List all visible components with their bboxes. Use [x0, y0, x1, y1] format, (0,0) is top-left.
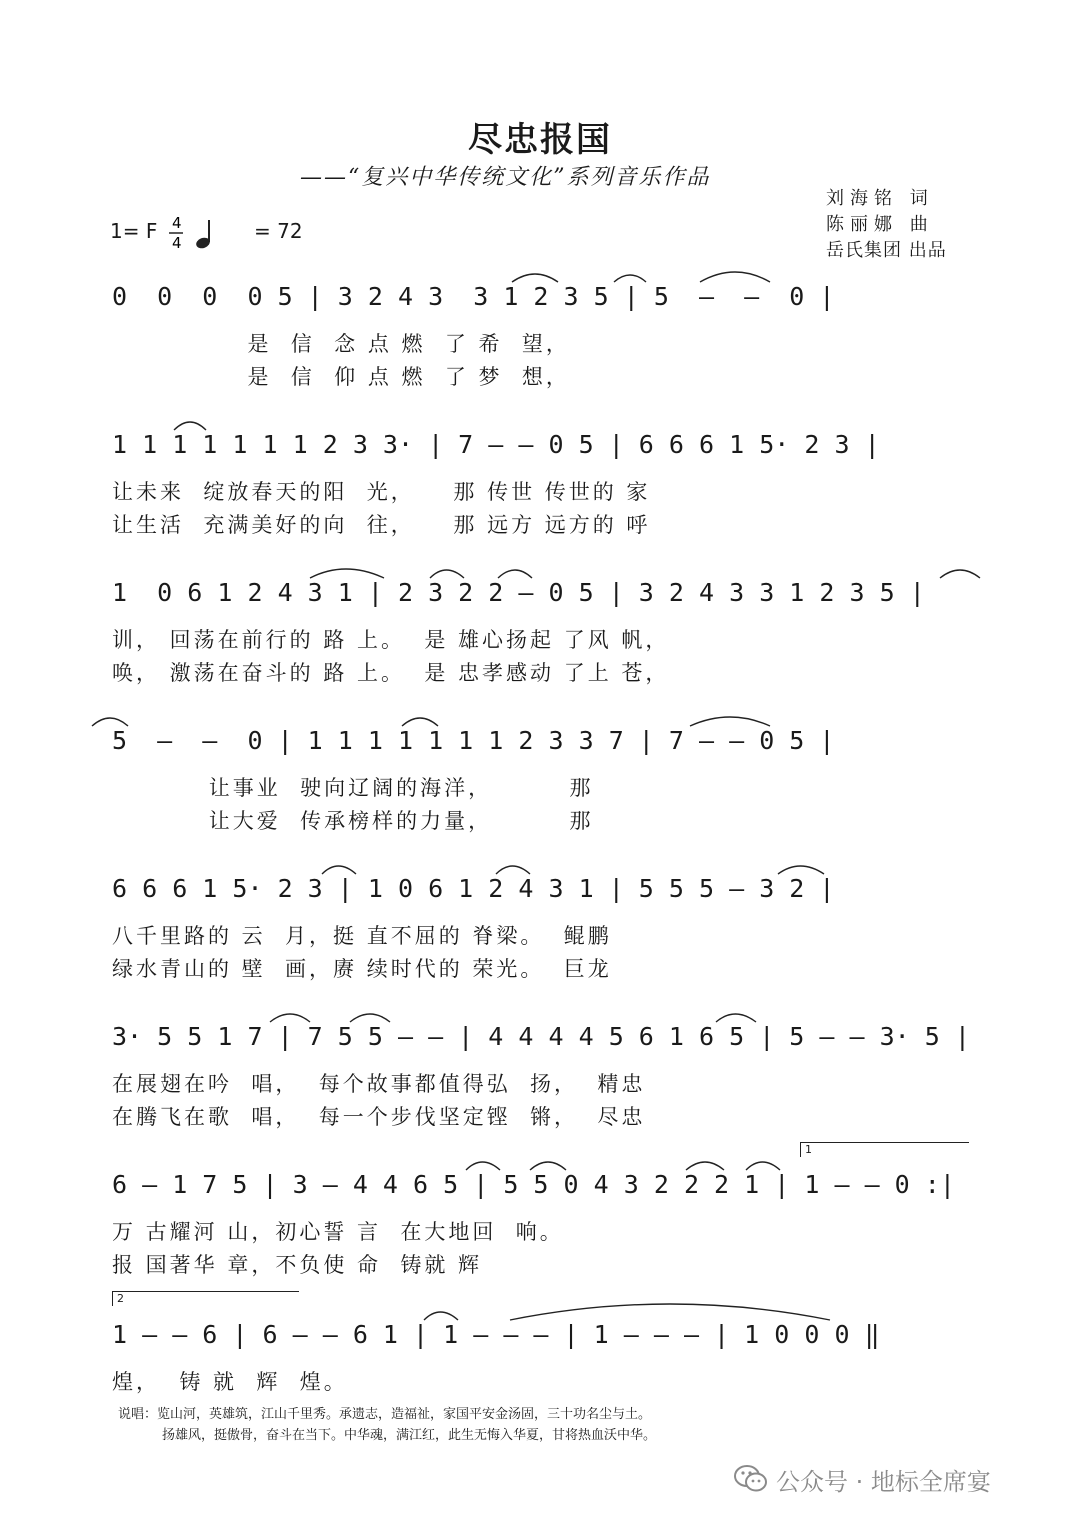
- notes-line: 0 0 0 0 5 | 3 2 4 3 3 1 2 3 5 | 5 — — 0 |: [112, 282, 835, 311]
- rap-explanation: [118, 1404, 798, 1446]
- watermark: [734, 1458, 991, 1500]
- slur: [174, 422, 206, 430]
- song-subtitle: ——“复兴中华传统文化”系列音乐作品: [300, 165, 711, 190]
- rap-line-2: 扬雄风，挺傲骨，奋斗在当下。中华魂，满江红，此生无悔入华夏，甘将热血沃中华。: [162, 1428, 657, 1443]
- slur: [690, 717, 770, 726]
- lyrics-verse-2: 绿水青山的 壁 画，赓 续时代的 荣光。 巨龙: [112, 957, 612, 981]
- slur: [716, 1014, 756, 1022]
- slur: [530, 1162, 566, 1170]
- slur: [424, 1312, 458, 1320]
- notes-line: 3· 5 5 1 7 | 7 5 5 — — | 4 4 4 4 5 6 1 6 5 | 5 — — 3· 5 |: [112, 1022, 970, 1051]
- volta-label: 1: [805, 1143, 812, 1156]
- notes-line: 1 0 6 1 2 4 3 1 | 2 3 2 2 — 0 5 | 3 2 4 3 3 1 2 3 5 |: [112, 578, 925, 607]
- time-signature-bottom: 4: [172, 234, 182, 252]
- tempo-marking: = 72: [254, 219, 303, 243]
- lyrics-verse-1: 训， 回荡在前行的 路 上。 是 雄心扬起 了风 帆，: [112, 628, 670, 652]
- notes-line: 6 — 1 7 5 | 3 — 4 4 6 5 | 5 5 0 4 3 2 2 2 1 | 1 — — 0 :|: [112, 1170, 955, 1199]
- composer-credit: 陈丽娜 曲: [826, 214, 934, 235]
- slur: [512, 274, 558, 282]
- slur: [940, 570, 980, 578]
- slur: [310, 569, 384, 578]
- lyrics-verse-1: 是 信 念 点 燃 了 希 望，: [112, 332, 570, 356]
- slur: [700, 272, 770, 282]
- time-signature-top: 4: [172, 214, 182, 232]
- lyrics-verse-1: 让事业 驶向辽阔的海洋， 那: [112, 776, 594, 800]
- slur: [322, 866, 356, 874]
- slur: [92, 718, 128, 726]
- notes-line: 1 1 1 1 1 1 1 2 3 3· | 7 — — 0 5 | 6 6 6 1 5· 2 3 |: [112, 430, 880, 459]
- lyrics-verse-2: 唤， 激荡在奋斗的 路 上。 是 忠孝感动 了上 苍，: [112, 661, 670, 685]
- slur: [510, 1304, 830, 1320]
- lyrics-verse-2: 报 国著华 章，不负使 命 铸就 辉: [112, 1253, 483, 1277]
- notes-line: 6 6 6 1 5· 2 3 | 1 0 6 1 2 4 3 1 | 5 5 5 — 3 2 |: [112, 874, 835, 903]
- notes-line: 5 — — 0 | 1 1 1 1 1 1 1 2 3 3 7 | 7 — — 0 5 |: [112, 726, 835, 755]
- slur: [686, 1162, 724, 1170]
- slur: [498, 570, 532, 578]
- watermark-text: 公众号 · 地标全席宴: [776, 1467, 991, 1496]
- slur: [778, 866, 824, 874]
- lyrics-verse-1: 让未来 绽放春天的阳 光， 那 传世 传世的 家: [112, 480, 651, 504]
- slur: [270, 1014, 310, 1022]
- producer-credit: 岳氏集团 出品: [826, 240, 947, 261]
- slur: [496, 866, 530, 874]
- lyrics-verse-1: 煌， 铸 就 辉 煌。: [112, 1370, 348, 1394]
- slur: [614, 275, 646, 282]
- rap-label: 说唱：: [118, 1407, 158, 1422]
- lyrics-verse-1: 在展翅在吟 唱， 每个故事都值得弘 扬， 精忠: [112, 1072, 646, 1096]
- slur: [430, 570, 464, 578]
- song-title: 尽忠报国: [468, 120, 612, 160]
- lyrics-verse-1: 万 古耀河 山，初心誓 言 在大地回 响。: [112, 1220, 564, 1244]
- slur: [402, 718, 438, 726]
- lyrics-verse-2: 让大爱 传承榜样的力量， 那: [112, 809, 594, 833]
- wechat-icon: [734, 1464, 768, 1494]
- lyrics-verse-2: 在腾飞在歌 唱， 每一个步伐坚定铿 锵， 尽忠: [112, 1105, 646, 1129]
- lyricist-credit: 刘海铭 词: [826, 188, 934, 209]
- volta-label: 2: [117, 1292, 124, 1305]
- lyrics-verse-2: 是 信 仰 点 燃 了 梦 想，: [112, 365, 570, 389]
- lyrics-verse-2: 让生活 充满美好的向 往， 那 远方 远方的 呼: [112, 513, 651, 537]
- lyrics-verse-1: 八千里路的 云 月，挺 直不屈的 脊梁。 鲲鹏: [112, 924, 612, 948]
- notes-line: 1 — — 6 | 6 — — 6 1 | 1 — — — | 1 — — — | 1 0 0 0 ‖: [112, 1320, 880, 1349]
- key-signature: 1= F: [110, 219, 158, 243]
- slur: [350, 1014, 390, 1022]
- slur: [466, 1162, 500, 1170]
- slur: [746, 1162, 780, 1170]
- rap-line-1: 览山河，英雄筑，江山千里秀。承遗志，造福祉，家国平安金汤固，三十功名尘与土。: [157, 1407, 652, 1422]
